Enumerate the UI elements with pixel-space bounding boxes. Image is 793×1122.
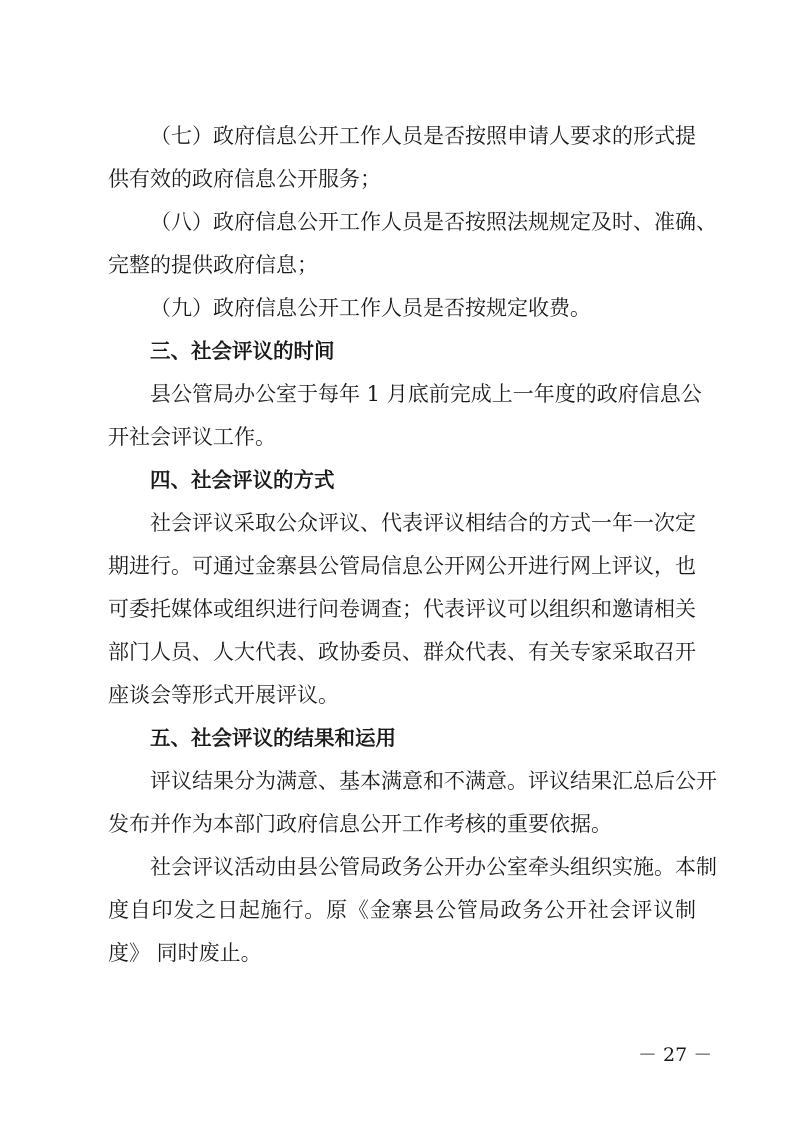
section-heading: 三、社会评议的时间: [150, 339, 335, 363]
section-heading: 五、社会评议的结果和运用: [150, 726, 396, 750]
paragraph-line: 座谈会等形式开展评议。: [108, 683, 339, 707]
paragraph-line: 社会评议采取公众评议、代表评议相结合的方式一年一次定: [150, 511, 696, 535]
section-heading: 四、社会评议的方式: [150, 468, 335, 492]
paragraph-line: 完整的提供政府信息；: [108, 253, 318, 277]
paragraph-line: （九）政府信息公开工作人员是否按规定收费。: [150, 296, 591, 320]
paragraph-line: 社会评议活动由县公管局政务公开办公室牵头组织实施。本制: [150, 855, 717, 879]
paragraph-line: 县公管局办公室于每年 1 月底前完成上一年度的政府信息公: [150, 382, 702, 406]
page-number: － 27 －: [638, 1044, 713, 1066]
paragraph-line: 度》 同时废止。: [108, 941, 262, 965]
paragraph-line: 开社会评议工作。: [108, 425, 276, 449]
paragraph-line: 评议结果分为满意、基本满意和不满意。评议结果汇总后公开: [150, 769, 717, 793]
paragraph-line: 度自印发之日起施行。原《金寨县公管局政务公开社会评议制: [108, 898, 696, 922]
paragraph-line: 供有效的政府信息公开服务；: [108, 167, 381, 191]
paragraph-line: （八）政府信息公开工作人员是否按照法规规定及时、准确、: [150, 210, 717, 234]
paragraph-line: 可委托媒体或组织进行问卷调查；代表评议可以组织和邀请相关: [108, 597, 696, 621]
paragraph-line: 发布并作为本部门政府信息公开工作考核的重要依据。: [108, 812, 612, 836]
paragraph-line: 部门人员、人大代表、政协委员、群众代表、有关专家采取召开: [108, 640, 696, 664]
paragraph-line: 期进行。可通过金寨县公管局信息公开网公开进行网上评议，也: [108, 554, 696, 578]
paragraph-line: （七）政府信息公开工作人员是否按照申请人要求的形式提: [150, 124, 696, 148]
